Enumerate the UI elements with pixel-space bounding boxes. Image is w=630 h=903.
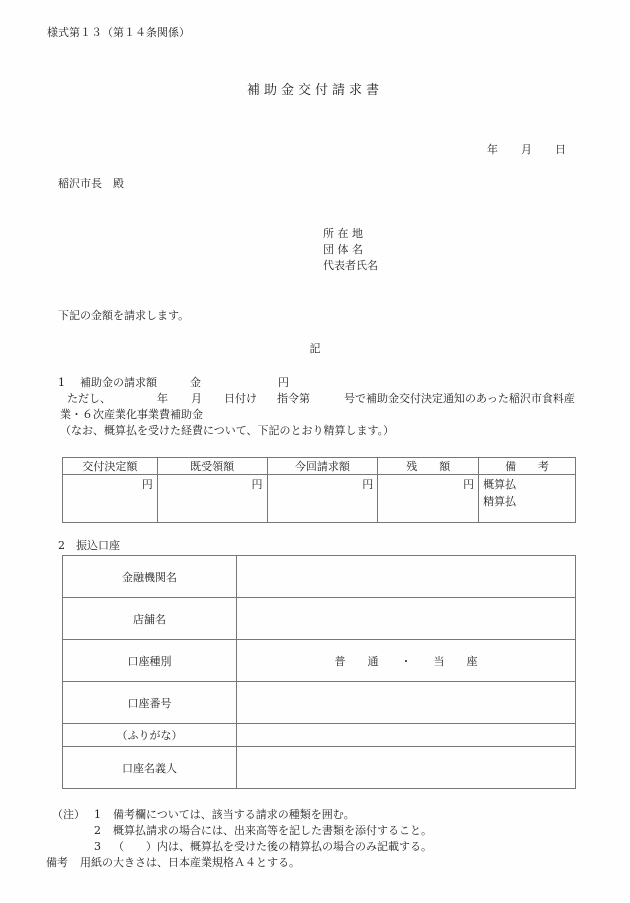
item1-line4: （なお、概算払を受けた経費について、下記のとおり精算します。） <box>60 424 395 437</box>
table-row <box>63 724 576 747</box>
remark-estimated-payment[interactable]: 概算払 <box>483 478 517 491</box>
item1-day: 日付け <box>224 392 257 405</box>
document-title: 補助金交付請求書 <box>246 83 383 98</box>
item1-line3: 業・６次産業化事業費補助金 <box>60 408 203 421</box>
account-holder-label: 口座名義人 <box>63 747 237 789</box>
header-grant-decided: 交付決定額 <box>63 458 158 475</box>
bank-name-field[interactable] <box>237 556 576 598</box>
settlement-header-row <box>63 458 576 475</box>
item1-year: 年 <box>157 392 168 405</box>
remark-text: 用紙の大きさは、日本産業規格Ａ４とする。 <box>80 856 300 869</box>
furigana-label: （ふりがな） <box>63 724 237 747</box>
notes-prefix: （注） <box>52 808 85 821</box>
header-current-request: 今回請求額 <box>267 458 378 475</box>
form-id: 様式第１３（第１４条関係） <box>47 26 190 39</box>
header-remaining: 残 額 <box>378 458 479 475</box>
item1-tadashi: ただし、 <box>67 392 111 405</box>
bank-account-table <box>62 555 576 789</box>
table-row <box>63 747 576 789</box>
date-month: 月 <box>521 143 532 156</box>
note-3-number: 3 <box>94 840 101 853</box>
sender-address-label: 所 在 地 <box>323 227 363 240</box>
current-request-cell[interactable] <box>267 475 378 523</box>
sender-org-label: 団 体 名 <box>323 243 363 256</box>
table-row <box>63 682 576 724</box>
grant-decided-cell[interactable] <box>63 475 158 523</box>
account-holder-field[interactable] <box>237 747 576 789</box>
header-already-received: 既受領額 <box>157 458 267 475</box>
note-2-text: 概算払請求の場合には、出来高等を記した書類を添付すること。 <box>113 824 432 837</box>
item1-rest: 号で補助金交付決定通知のあった稲沢市食料産 <box>344 392 575 405</box>
note-2-number: 2 <box>94 824 101 837</box>
remarks-cell[interactable] <box>479 475 576 523</box>
item1-order: 指令第 <box>277 392 310 405</box>
remaining-cell[interactable] <box>378 475 479 523</box>
account-type-field[interactable]: 普 通 ・ 当 座 <box>237 640 576 682</box>
date-year: 年 <box>487 143 498 156</box>
addressee: 稲沢市長 殿 <box>58 177 124 190</box>
already-received-cell[interactable] <box>157 475 267 523</box>
yen-unit: 円 <box>141 478 153 491</box>
yen-unit: 円 <box>463 478 475 491</box>
sender-rep-label: 代表者氏名 <box>323 259 378 272</box>
item1-month: 月 <box>191 392 202 405</box>
settlement-value-row <box>63 475 576 523</box>
bank-name-label: 金融機関名 <box>63 556 237 598</box>
table-row <box>63 640 576 682</box>
item1-yen: 円 <box>278 376 289 389</box>
header-remarks: 備 考 <box>479 458 576 475</box>
remark-label: 備考 <box>46 856 68 869</box>
yen-unit: 円 <box>362 478 374 491</box>
intro-text: 下記の金額を請求します。 <box>58 309 190 322</box>
remark-settlement-payment[interactable]: 精算払 <box>483 495 517 508</box>
note-1-number: 1 <box>94 808 101 821</box>
account-number-label: 口座番号 <box>63 682 237 724</box>
furigana-field[interactable] <box>237 724 576 747</box>
account-type-label: 口座種別 <box>63 640 237 682</box>
branch-name-field[interactable] <box>237 598 576 640</box>
item1-kin: 金 <box>190 376 201 389</box>
note-1-text: 備考欄については、該当する請求の種類を囲む。 <box>113 808 355 821</box>
ki-heading: 記 <box>309 342 321 355</box>
settlement-table <box>62 457 576 523</box>
yen-unit: 円 <box>251 478 263 491</box>
branch-name-label: 店舗名 <box>63 598 237 640</box>
note-3-text: （ ）内は、概算払を受けた後の精算払の場合のみ記載する。 <box>113 840 432 853</box>
item1-number: 1 <box>58 376 65 389</box>
item2-heading: 2 振込口座 <box>58 539 120 552</box>
table-row <box>63 556 576 598</box>
table-row <box>63 598 576 640</box>
account-number-field[interactable] <box>237 682 576 724</box>
item1-label: 補助金の請求額 <box>80 376 157 389</box>
date-day: 日 <box>555 143 566 156</box>
